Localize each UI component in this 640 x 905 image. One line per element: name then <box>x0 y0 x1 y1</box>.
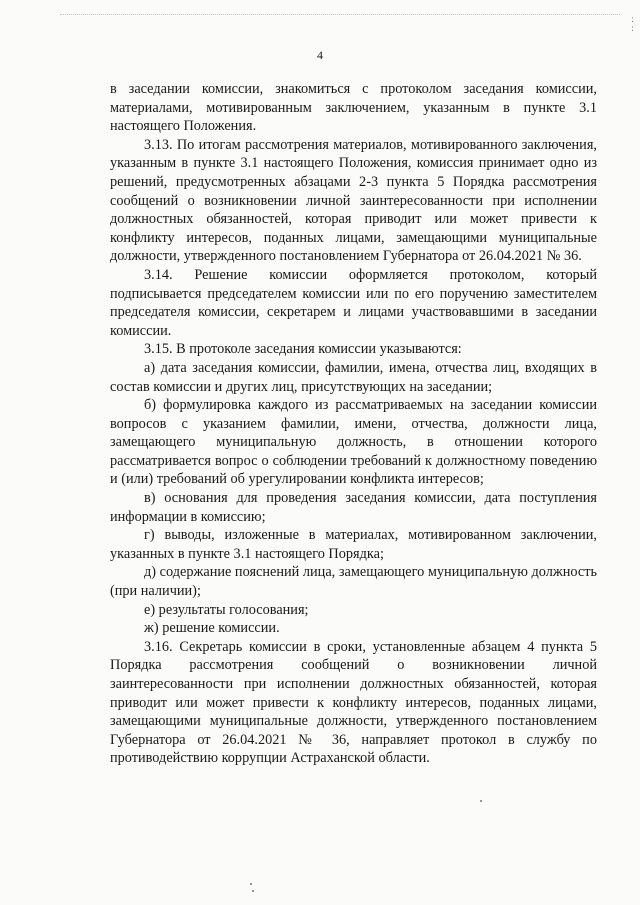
list-item-b: б) формулировка каждого из рассматриваемых на заседании комиссии вопросов с указанием фамилии, имени, отчества, должности лица, замещающего муниципальную должность, в отношении которого рассматривается вопрос о соблюдении требований к должностному поведению и (или) требований об урегулировании конфликта интересов; <box>110 397 597 488</box>
scan-speck <box>252 890 254 892</box>
list-item-g: г) выводы, изложенные в материалах, мотивированном заключении, указанных в пункте 3.1 настоящего Порядка; <box>110 527 597 562</box>
scan-speck <box>250 883 252 885</box>
paragraph-continuation: в заседании комиссии, знакомиться с протоколом заседания комиссии, материалами, мотивированным заключением, указанным в пункте 3.1 настоящего Положения. <box>110 81 597 135</box>
list-item-d: д) содержание пояснений лица, замещающего муниципальную должность (при наличии); <box>110 564 597 600</box>
scan-artifact: : : <box>630 15 634 34</box>
document-body <box>110 80 597 768</box>
paragraph-3-13: 3.13. По итогам рассмотрения материалов, мотивированного заключения, указанным в пункте 3.1 настоящего Положения, комиссия принимает одно из решений, предусмотренных абзацами 2-3 пункта 5 Порядка рассмотрения сообщений о возникновении личной заинтересованности при исполнении должностных обязанностей, которая приводит или может привести к конфликту интересов, поданных лицами, замещающими муниципальные должности, утвержденного постановлением Губернатора от 26.04.2021 № 36. <box>110 136 597 265</box>
paragraph-3-16: 3.16. Секретарь комиссии в сроки, установленные абзацем 4 пункта 5 Порядка рассмотрения сообщений о возникновении личной заинтересованности при исполнении должностных обязанностей, которая приводит или может привести к конфликту интересов, поданных лицами, замещающими муниципальные должности, утвержденного постановлением Губернатора от 26.04.2021 № 36, направляет протокол в службу по противодействию коррупции Астраханской области. <box>110 638 597 767</box>
list-item-e: е) результаты голосования; <box>144 601 309 618</box>
paragraph-3-15: 3.15. В протоколе заседания комиссии указываются: <box>144 341 462 358</box>
list-item-v: в) основания для проведения заседания комиссии, дата поступления информации в комиссию; <box>110 490 597 525</box>
scan-noise-line <box>60 14 620 17</box>
paragraph-3-14: 3.14. Решение комиссии оформляется протоколом, который подписывается председателем комиссии или по его поручению заместителем председателя комиссии, секретарем и лицами участвовавшими в заседании комиссии. <box>110 266 597 339</box>
scan-speck <box>480 800 482 802</box>
page-number: 4 <box>317 48 323 62</box>
list-item-zh: ж) решение комиссии. <box>144 620 280 637</box>
list-item-a: а) дата заседания комиссии, фамилии, имена, отчества лиц, входящих в состав комиссии и других лиц, присутствующих на заседании; <box>110 359 597 395</box>
